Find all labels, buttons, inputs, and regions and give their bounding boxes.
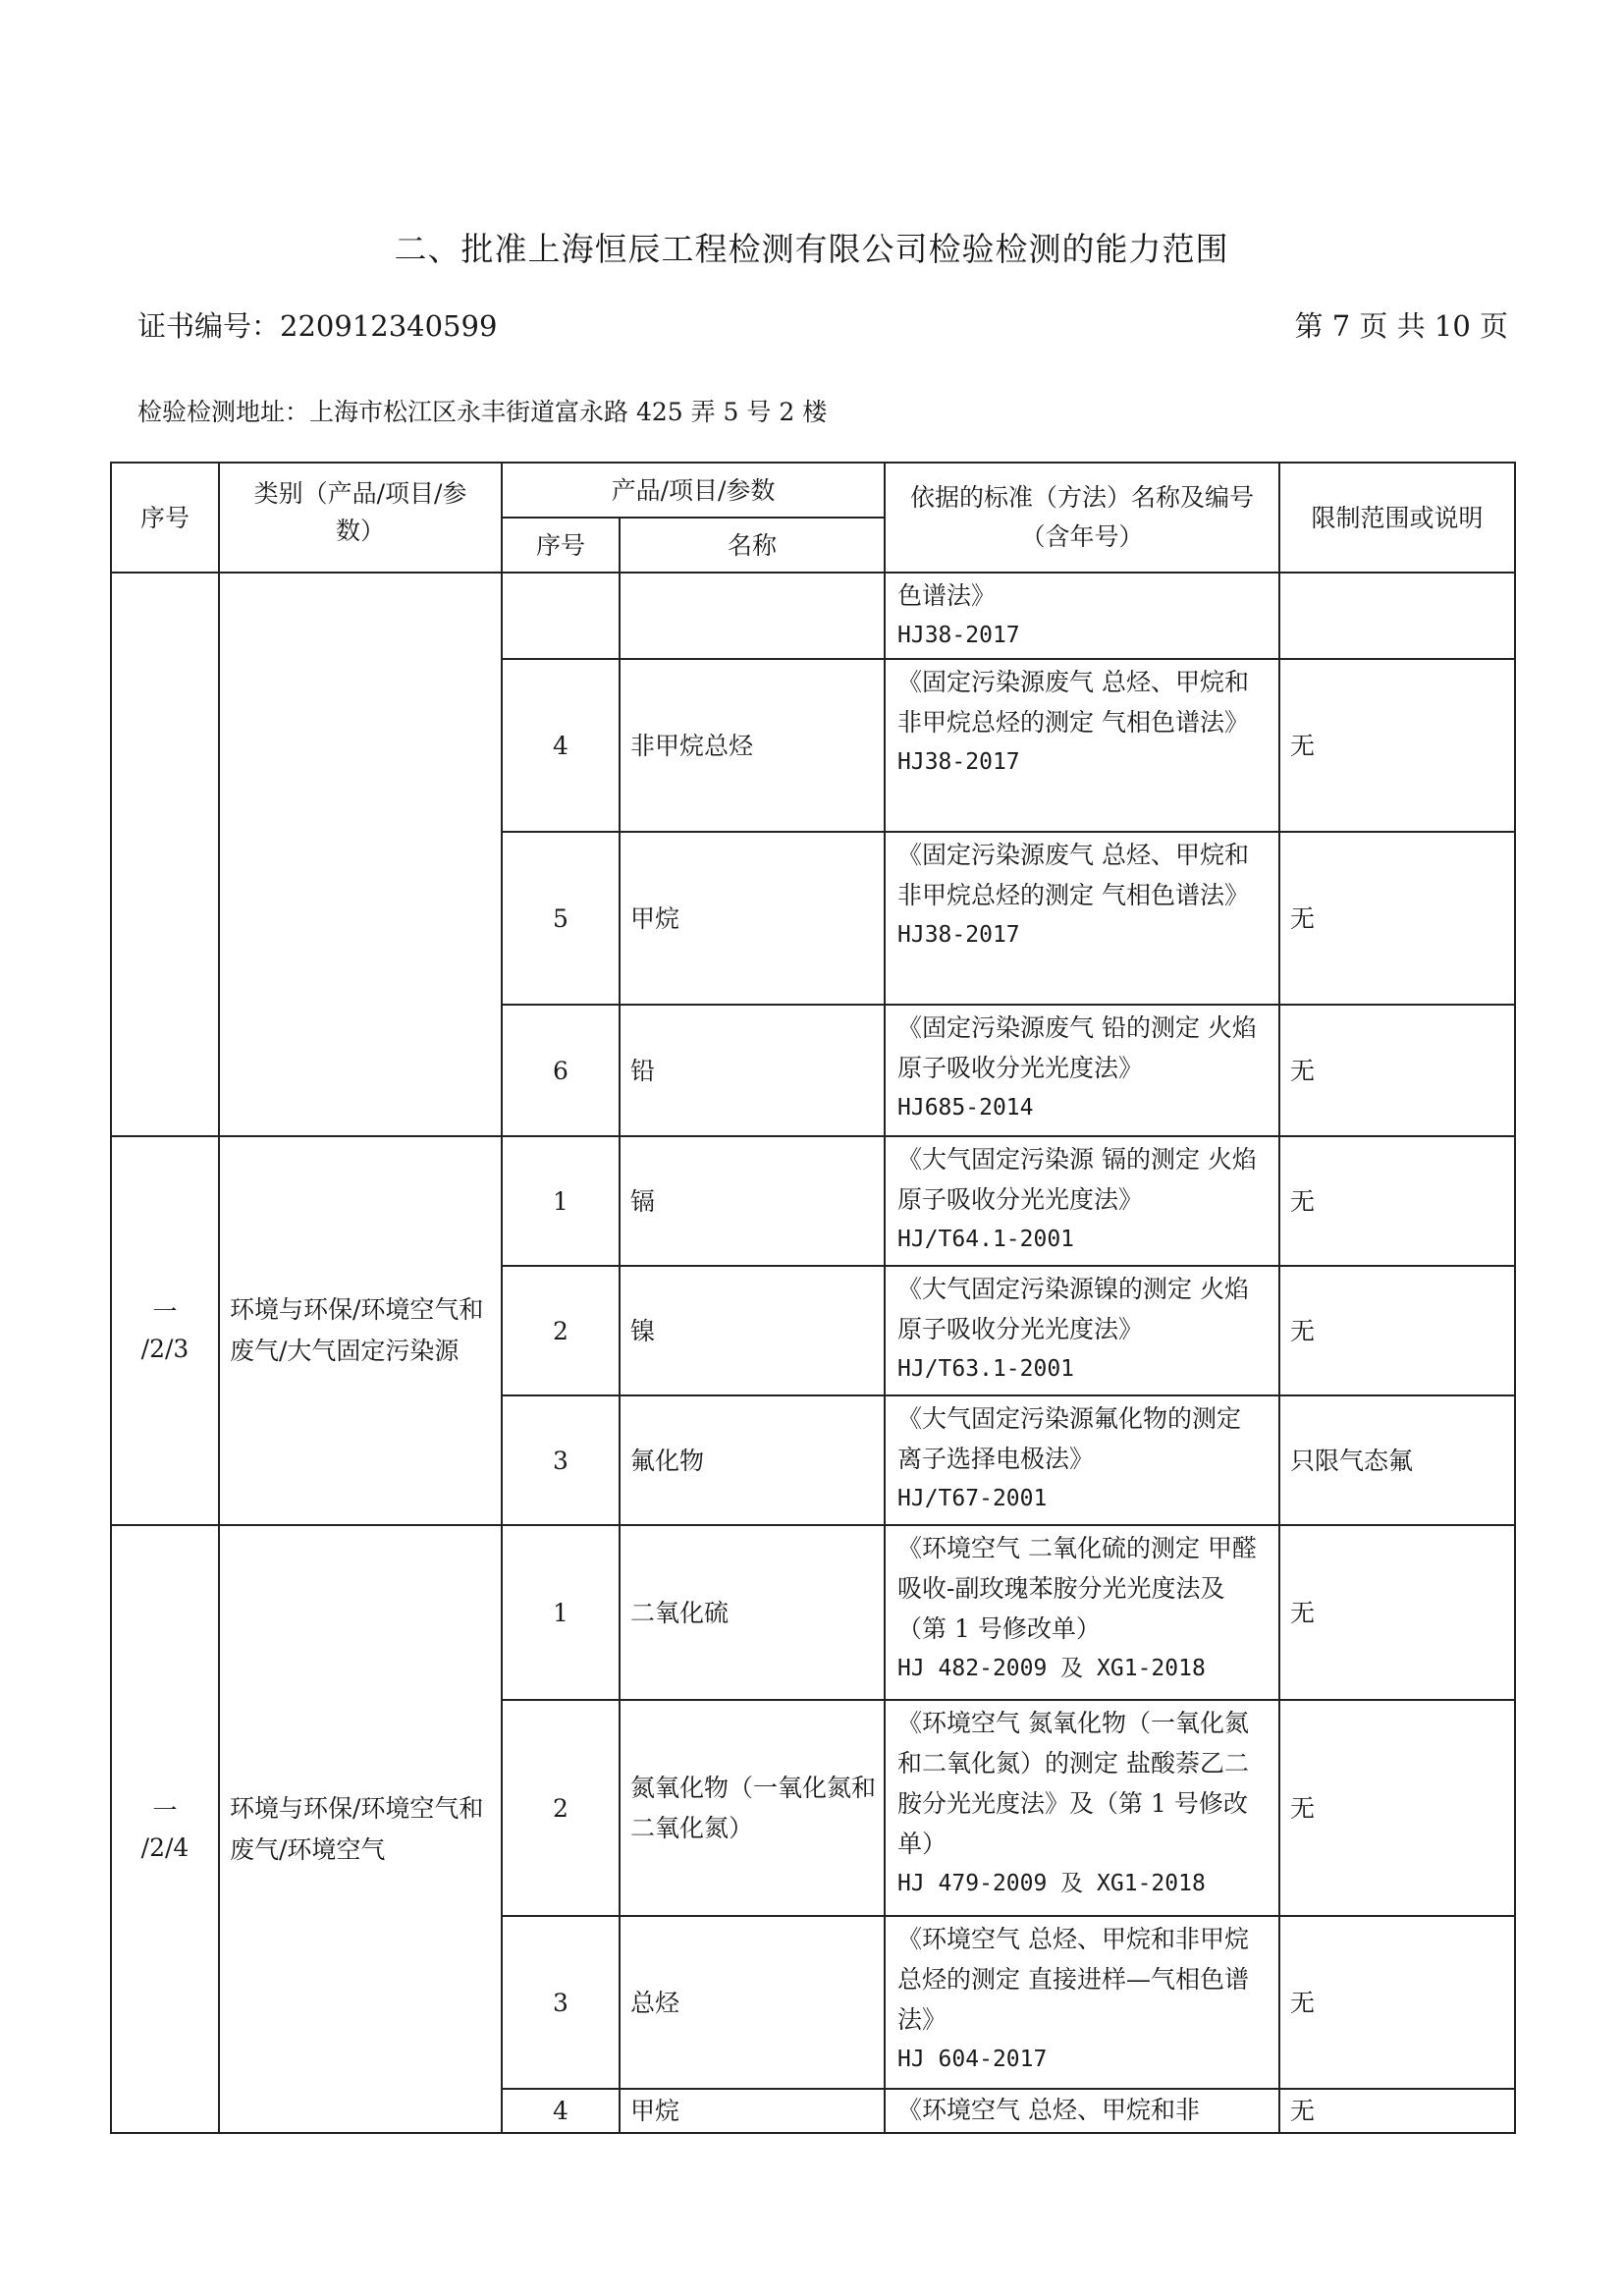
- section-seq: [111, 1136, 219, 1525]
- limit-text: 无: [1279, 1136, 1515, 1266]
- page-indicator: 第 7 页 共 10 页: [1294, 309, 1508, 343]
- item-seq: 2: [502, 1700, 620, 1916]
- standard-cell: [885, 832, 1279, 1005]
- standard-cell: [885, 1916, 1279, 2089]
- item-seq: 5: [502, 832, 620, 1005]
- item-seq: 3: [502, 1916, 620, 2089]
- standard-text: 《固定污染源废气 铅的测定 火焰原子吸收分光光度法》: [897, 1013, 1257, 1082]
- limit-text: 无: [1279, 1916, 1515, 2089]
- standard-code: HJ 479-2009 及 XG1-2018: [897, 1871, 1206, 1896]
- limit-text: 无: [1279, 659, 1515, 832]
- limit-text: 无: [1279, 1005, 1515, 1136]
- header-seq: 序号: [111, 463, 219, 573]
- standard-text: 《环境空气 二氧化硫的测定 甲醛吸收-副玫瑰苯胺分光光度法及（第 1 号修改单）: [897, 1534, 1257, 1643]
- item-seq: 3: [502, 1395, 620, 1525]
- header-item-seq: 序号: [502, 518, 620, 573]
- standard-cell: [885, 573, 1279, 659]
- standard-cell: [885, 1266, 1279, 1395]
- standard-code: HJ685-2014: [897, 1095, 1034, 1121]
- table-row: [111, 1136, 1515, 1266]
- standard-code: HJ38-2017: [897, 922, 1020, 948]
- section-category: 环境与环保/环境空气和废气/大气固定污染源: [219, 1136, 502, 1525]
- section-seq: [111, 1525, 219, 2133]
- limit-text: 只限气态氟: [1279, 1395, 1515, 1525]
- standard-code: HJ 482-2009 及 XG1-2018: [897, 1656, 1206, 1681]
- section-seq-cell: [111, 573, 219, 1136]
- standard-cell: [885, 1395, 1279, 1525]
- item-name: 甲烷: [620, 2089, 885, 2133]
- page-title: 二、批准上海恒辰工程检测有限公司检验检测的能力范围: [394, 230, 1229, 268]
- item-name: 非甲烷总烃: [620, 659, 885, 832]
- standard-code: HJ/T64.1-2001: [897, 1227, 1075, 1252]
- limit-text: 无: [1279, 832, 1515, 1005]
- standard-text: 《大气固定污染源 镉的测定 火焰原子吸收分光光度法》: [897, 1145, 1257, 1214]
- standard-code: HJ 604-2017: [897, 2047, 1048, 2072]
- section-seq-line1: 一: [152, 1297, 178, 1326]
- standard-cell: [885, 1700, 1279, 1916]
- standard-text: 《大气固定污染源镍的测定 火焰原子吸收分光光度法》: [897, 1275, 1249, 1343]
- section-seq-line2: /2/4: [140, 1832, 189, 1862]
- item-name-cell: [620, 573, 885, 659]
- limit-text: 无: [1279, 1525, 1515, 1700]
- item-name: 二氧化硫: [620, 1525, 885, 1700]
- certificate-number: 证书编号：220912340599: [137, 309, 498, 343]
- item-name: 氮氧化物（一氧化氮和二氧化氮）: [620, 1700, 885, 1916]
- limit-text: 无: [1279, 2089, 1515, 2133]
- header-limit: 限制范围或说明: [1279, 463, 1515, 573]
- standard-cell: [885, 2089, 1279, 2133]
- header-standard: 依据的标准（方法）名称及编号（含年号）: [885, 463, 1279, 573]
- standard-cell: [885, 659, 1279, 832]
- item-name: 镍: [620, 1266, 885, 1395]
- header-item-name: 名称: [620, 518, 885, 573]
- standard-text: 《固定污染源废气 总烃、甲烷和非甲烷总烃的测定 气相色谱法》: [897, 668, 1249, 737]
- test-address: 检验检测地址：上海市松江区永丰街道富永路 425 弄 5 号 2 楼: [137, 398, 828, 426]
- standard-text: 《环境空气 总烃、甲烷和非甲烷总烃的测定 直接进样—气相色谱法》: [897, 1925, 1249, 2034]
- item-name: 氟化物: [620, 1395, 885, 1525]
- table-row: [111, 573, 1515, 659]
- standard-cell: [885, 1136, 1279, 1266]
- section-category: 环境与环保/环境空气和废气/环境空气: [219, 1525, 502, 2133]
- item-seq: 2: [502, 1266, 620, 1395]
- standard-text: 《固定污染源废气 总烃、甲烷和非甲烷总烃的测定 气相色谱法》: [897, 841, 1249, 909]
- table-row: [111, 1525, 1515, 1700]
- item-seq: 4: [502, 659, 620, 832]
- header-product-group: 产品/项目/参数: [502, 463, 885, 518]
- standard-code: HJ/T67-2001: [897, 1486, 1048, 1511]
- standard-code: HJ/T63.1-2001: [897, 1356, 1075, 1382]
- section-seq-line1: 一: [152, 1795, 178, 1825]
- section-category-cell: [219, 573, 502, 1136]
- standard-text: 《环境空气 氮氧化物（一氧化氮和二氧化氮）的测定 盐酸萘乙二胺分光光度法》及（第 1 号修改单）: [897, 1709, 1249, 1858]
- standard-text: 《大气固定污染源氟化物的测定 离子选择电极法》: [897, 1404, 1242, 1473]
- certificate-line: [137, 304, 1508, 345]
- standard-text: 《环境空气 总烃、甲烷和非: [897, 2096, 1200, 2124]
- item-seq-cell: [502, 573, 620, 659]
- item-seq: 6: [502, 1005, 620, 1136]
- item-name: 镉: [620, 1136, 885, 1266]
- section-seq-line2: /2/3: [140, 1335, 189, 1363]
- limit-text: 无: [1279, 1266, 1515, 1395]
- item-name: 甲烷: [620, 832, 885, 1005]
- item-name: 铅: [620, 1005, 885, 1136]
- item-name: 总烃: [620, 1916, 885, 2089]
- limit-text: 无: [1279, 1700, 1515, 1916]
- standard-code: HJ38-2017: [897, 623, 1020, 648]
- capability-table: [110, 462, 1516, 2134]
- item-seq: 1: [502, 1136, 620, 1266]
- limit-cell: [1279, 573, 1515, 659]
- standard-code: HJ38-2017: [897, 749, 1020, 775]
- standard-cell: [885, 1005, 1279, 1136]
- item-seq: 1: [502, 1525, 620, 1700]
- standard-cell: [885, 1525, 1279, 1700]
- standard-text: 色谱法》: [897, 581, 997, 610]
- item-seq: 4: [502, 2089, 620, 2133]
- header-category: 类别（产品/项目/参数）: [219, 463, 502, 573]
